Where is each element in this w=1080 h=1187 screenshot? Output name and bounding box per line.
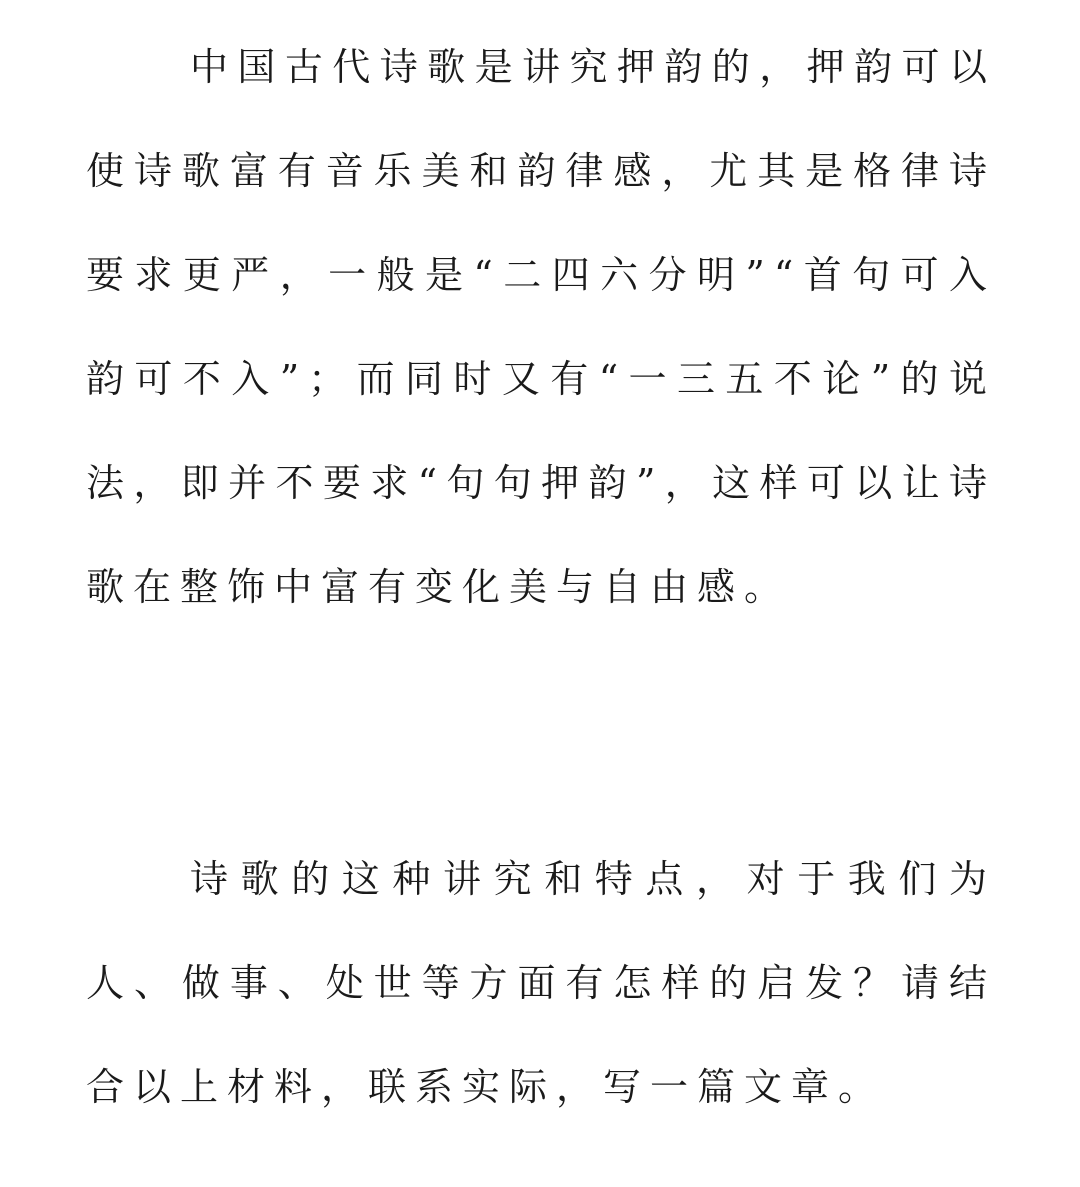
task-paragraph: 诗歌的这种讲究和特点，对于我们为人、做事、处世等方面有怎样的启发？请结合以上材料，联系实际，写一篇文章。: [86, 857, 996, 1109]
material-paragraph: 中国古代诗歌是讲究押韵的，押韵可以使诗歌富有音乐美和韵律感，尤其是格律诗要求更严，一般是“二四六分明”“首句可入韵可不入”；而同时又有“一三五不论”的说法，即并不要求“句句押韵”，这样可以让诗歌在整饰中富有变化美与自由感。: [86, 45, 996, 609]
